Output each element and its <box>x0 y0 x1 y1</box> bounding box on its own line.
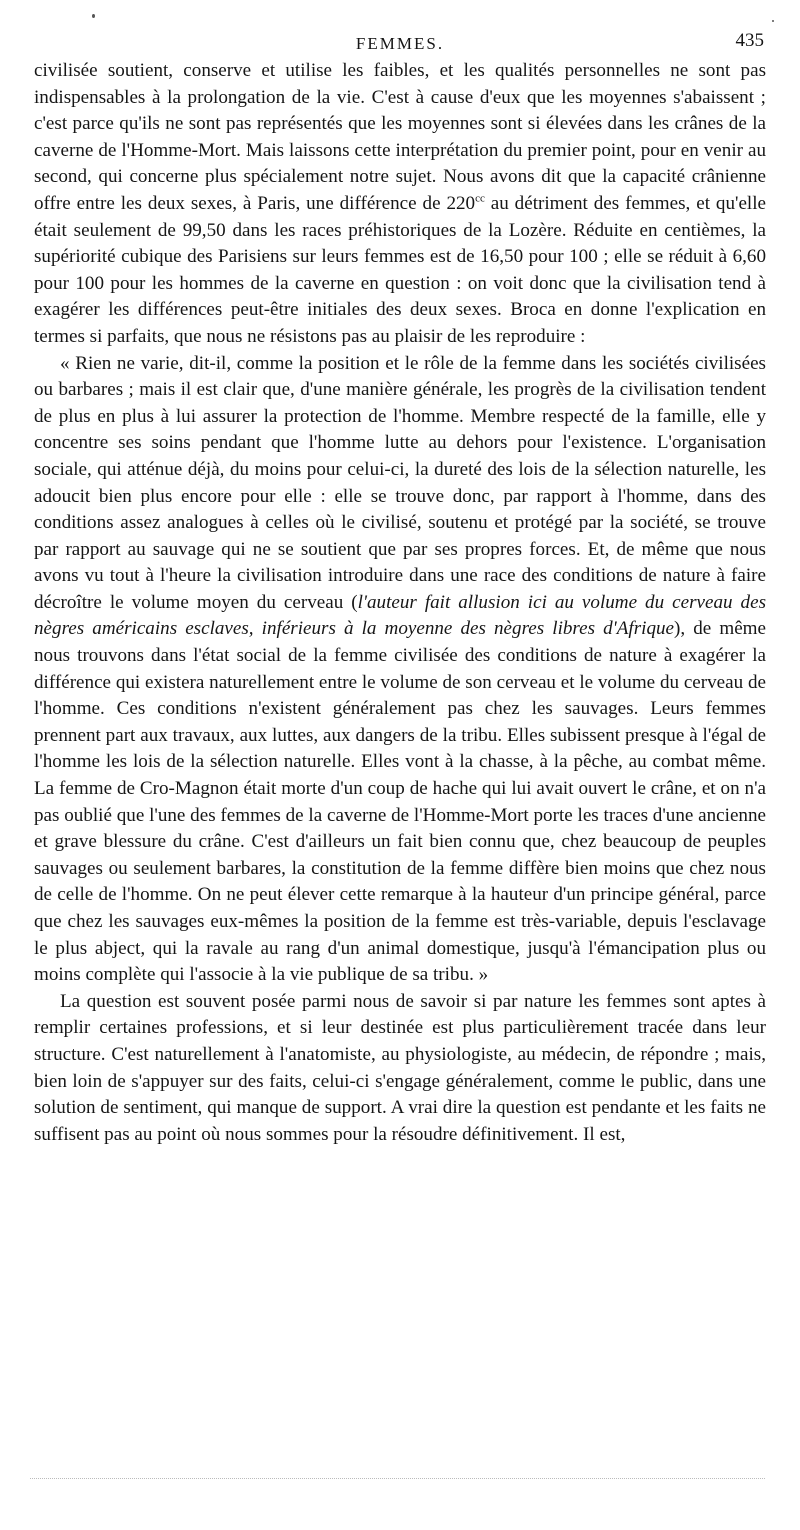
paragraph-quotation <box>34 351 766 989</box>
paragraph-text: « Rien ne varie, dit-il, comme la position et le rôle de la femme dans les sociétés civilisées ou barbares ; mais il est clair que, d'une manière générale, les progrès de la civilisation tendent de plus en plus à lui assurer la protection de l'homme. Membre respecté de la famille, elle y concentre ses soins pendant que l'homme lutte au dehors pour l'existence. L'organisation sociale, qui atténue déjà, du moins pour celui-ci, la dureté des lois de la sélection naturelle, les adoucit bien plus encore pour elle : elle se trouve donc, par rapport à l'homme, dans des conditions assez analogues à celles où le civilisé, soutenu et protégé par la société, se trouve par rapport au sauvage qui ne se soutient que par ses propres forces. Et, de même que nous avons vu tout à l'heure la civilisation introduire dans une race des conditions de nature à faire décroître le volume moyen du cerveau ( <box>34 352 766 613</box>
running-head <box>34 28 766 58</box>
scan-speck <box>772 20 774 22</box>
paragraph-text: civilisée soutient, conserve et utilise les faibles, et les qualités personnelles ne sont pas indispensables à la prolongation de la vie. C'est à cause d'eux que les moyennes s'abaissent ; c'est parce qu'ils ne sont pas représentés que les moyennes sont si élevées dans les crânes de la caverne de l'Homme-Mort. Mais laissons cette interprétation du premier point, pour en venir au second, qui concerne plus spécialement notre sujet. Nous avons dit que la capacité crânienne offre entre les deux sexes, à Paris, une différence de 220 <box>34 60 766 214</box>
scan-artifact-line <box>30 1478 765 1481</box>
page-number: 435 <box>735 30 764 51</box>
italic-aside: l'auteur fait allusion ici au volume du cerveau des nègres américains esclaves, inférieurs à la moyenne des nègres libres d'Afrique <box>34 591 766 640</box>
running-title: FEMMES. <box>355 34 445 53</box>
unit-superscript: cc <box>475 192 485 205</box>
paragraph-text: au détriment des femmes, et qu'elle était seulement de 99,50 dans les races préhistoriques de la Lozère. Réduite en centièmes, la supériorité cubique des Parisiens sur leurs femmes est de 16,50 pour 100 ; elle se réduit à 6,60 pour 100 pour les hommes de la caverne en question : on voit donc que la civilisation tend à exagérer les différences peut-être initiales des deux sexes. Broca en donne l'explication en termes si parfaits, que nous ne résistons pas au plaisir de les reproduire : <box>34 192 767 347</box>
body-text <box>34 58 766 1148</box>
paragraph-text: ), de même nous trouvons dans l'état social de la femme civilisée des conditions de nature à exagérer la différence qui existera naturellement entre le volume de son cerveau et le volume du cerveau de l'homme. Ces conditions n'existent généralement pas chez les sauvages. Leurs femmes prennent part aux travaux, aux luttes, aux dangers de la tribu. Elles subissent presque à l'égal de l'homme les lois de la sélection naturelle. Elles vont à la chasse, à la pêche, au combat même. La femme de Cro-Magnon était morte d'un coup de hache qui lui avait ouvert le crâne, et on n'a pas oublié que l'une des femmes de la caverne de l'Homme-Mort porte les traces d'une ancienne et grave blessure du crâne. C'est d'ailleurs un fait bien connu que, chez beaucoup de peuples sauvages ou seulement barbares, la constitution de la femme diffère bien moins que chez nous de celle de l'homme. On ne peut élever cette remarque à la hauteur d'un principe général, parce que chez les sauvages eux-mêmes la position de la femme est très-variable, depuis l'esclavage le plus abject, qui la ravale au rang d'un animal domestique, jusqu'à l'émancipation plus ou moins complète qui l'associe à la vie publique de sa tribu. » <box>34 618 767 986</box>
book-page <box>34 28 766 1148</box>
paragraph-text: La question est souvent posée parmi nous de savoir si par nature les femmes sont aptes à remplir certaines professions, et si leur destinée est plus particulièrement tracée dans leur structure. C'est naturellement à l'anatomiste, au physiologiste, au médecin, de répondre ; mais, bien loin de s'appuyer sur des faits, celui-ci s'engage généralement, comme le public, dans une solution de sentiment, qui manque de support. A vrai dire la question est pendante et les faits ne suffisent pas au point où nous sommes pour la résoudre définitivement. Il est, <box>34 990 766 1145</box>
paragraph-question <box>34 989 766 1149</box>
paragraph-continuation <box>34 58 766 351</box>
scan-speck <box>92 14 95 18</box>
